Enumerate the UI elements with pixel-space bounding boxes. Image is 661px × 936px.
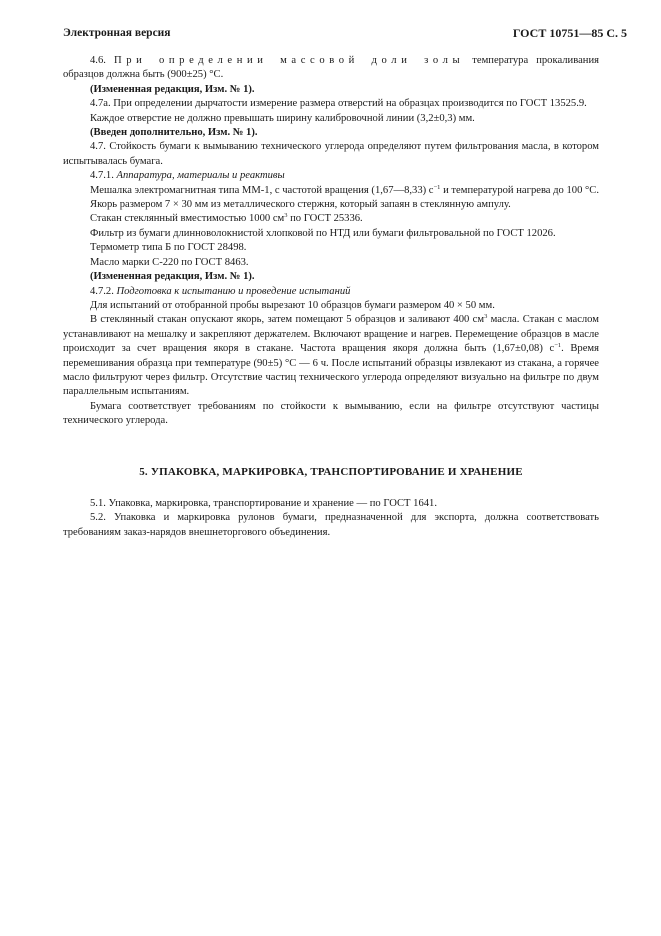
clause-number: 4.6. bbox=[90, 55, 106, 66]
superscript: −1 bbox=[554, 342, 562, 350]
paragraph-text: по ГОСТ 25336. bbox=[287, 213, 363, 225]
paragraph-mixer bbox=[63, 184, 599, 198]
paragraph-4-7a-hole-size: Каждое отверстие не должно превышать ширину калибровочной линии (3,2±0,3) мм. bbox=[90, 112, 475, 124]
paragraph-4-7a: 4.7а. При определении дырчатости измерение размера отверстий на образцах производится по ГОСТ 13525.9. bbox=[90, 98, 587, 110]
section-5-title: 5. УПАКОВКА, МАРКИРОВКА, ТРАНСПОРТИРОВАНИЕ И ХРАНЕНИЕ bbox=[139, 466, 523, 478]
paragraph-text: и температурой нагрева до 100 °С. bbox=[440, 184, 599, 196]
paragraph-4-7-1 bbox=[63, 169, 599, 183]
clause-number: 4.7.1. bbox=[90, 170, 117, 182]
header-standard-page: ГОСТ 10751—85 С. 5 bbox=[512, 26, 627, 40]
paragraph-beaker bbox=[63, 212, 599, 226]
paragraph-text: Мешалка электромагнитная типа ММ-1, с частотой вращения (1,67—8,33) с bbox=[90, 184, 434, 196]
paragraph-text: масла. Стакан с маслом устанавливают на мешалку и закрепляют держателем. Включают вращение и нагрев. Перемещение образцов в масле происходит за счет вращения якоря в стакане. Частота вращения якоря должна быть (1,67±0,08) с bbox=[63, 314, 599, 355]
paragraph-oil: Масло марки С-220 по ГОСТ 8463. bbox=[90, 256, 249, 268]
paragraph-5-1: 5.1. Упаковка, маркировка, транспортирование и хранение — по ГОСТ 1641. bbox=[90, 498, 437, 509]
spaced-phrase: При определении массовой доли золы bbox=[113, 55, 465, 66]
paragraph-filter: Фильтр из бумаги длинноволокнистой хлопковой по НТД или бумаги фильтровальной по ГОСТ 12026. bbox=[90, 227, 556, 239]
subsection-title: Подготовка к испытанию и проведение испытаний bbox=[116, 285, 351, 297]
superscript: −1 bbox=[433, 183, 441, 191]
amendment-note: (Введен дополнительно, Изм. № 1). bbox=[90, 127, 258, 139]
amendment-note: (Измененная редакция, Изм. № 1). bbox=[90, 83, 255, 95]
paragraph-4-7: 4.7. Стойкость бумаги к вымыванию технического углерода определяют путем фильтрования масла, в котором испытывалась бумага. bbox=[63, 141, 599, 167]
header-edition-label: Электронная версия bbox=[63, 27, 171, 39]
subsection-title: Аппаратура, материалы и реактивы bbox=[116, 170, 285, 182]
paragraph-conclusion: Бумага соответствует требованиям по стойкости к вымыванию, если на фильтре отсутствуют частицы технического углерода. bbox=[63, 400, 599, 427]
paragraph-anchor: Якорь размером 7 × 30 мм из металлического стержня, который запаян в стеклянную ампулу. bbox=[90, 199, 511, 211]
paragraph-5-2: 5.2. Упаковка и маркировка рулонов бумаги, предназначенной для экспорта, должна соответствовать требованиям заказ-нарядов внешнеторгового объединения. bbox=[63, 512, 599, 538]
paragraph-text: . Время перемешивания образца при температуре (90±5) °С — 6 ч. После испытаний образцы извлекают из стакана, а горячее масло фильтруют через фильтр. Отсутствие частиц технического углерода определяют визуально на фильтре по двум параллельным испытаниям. bbox=[63, 343, 599, 398]
paragraph-4-7-2 bbox=[63, 285, 599, 299]
section-5-body bbox=[63, 497, 599, 540]
amendment-note: (Измененная редакция, Изм. № 1). bbox=[90, 271, 255, 283]
paragraph-text: В стеклянный стакан опускают якорь, затем помещают 5 образцов и заливают 400 см bbox=[90, 314, 485, 326]
paragraph-text: температура прокаливания образцов должна быть (900±25) °С. bbox=[63, 55, 599, 81]
paragraph-thermometer: Термометр типа Б по ГОСТ 28498. bbox=[90, 242, 247, 254]
paragraph-samples: Для испытаний от отобранной пробы вырезают 10 образцов бумаги размером 40 × 50 мм. bbox=[90, 299, 495, 311]
clause-number: 4.7.2. bbox=[90, 285, 117, 297]
paragraph-4-6 bbox=[63, 54, 599, 83]
paragraph-text: Стакан стеклянный вместимостью 1000 см bbox=[90, 213, 285, 225]
section-4-body bbox=[63, 54, 599, 429]
superscript: 3 bbox=[284, 212, 288, 220]
superscript: 3 bbox=[484, 313, 488, 321]
paragraph-procedure bbox=[63, 313, 599, 399]
